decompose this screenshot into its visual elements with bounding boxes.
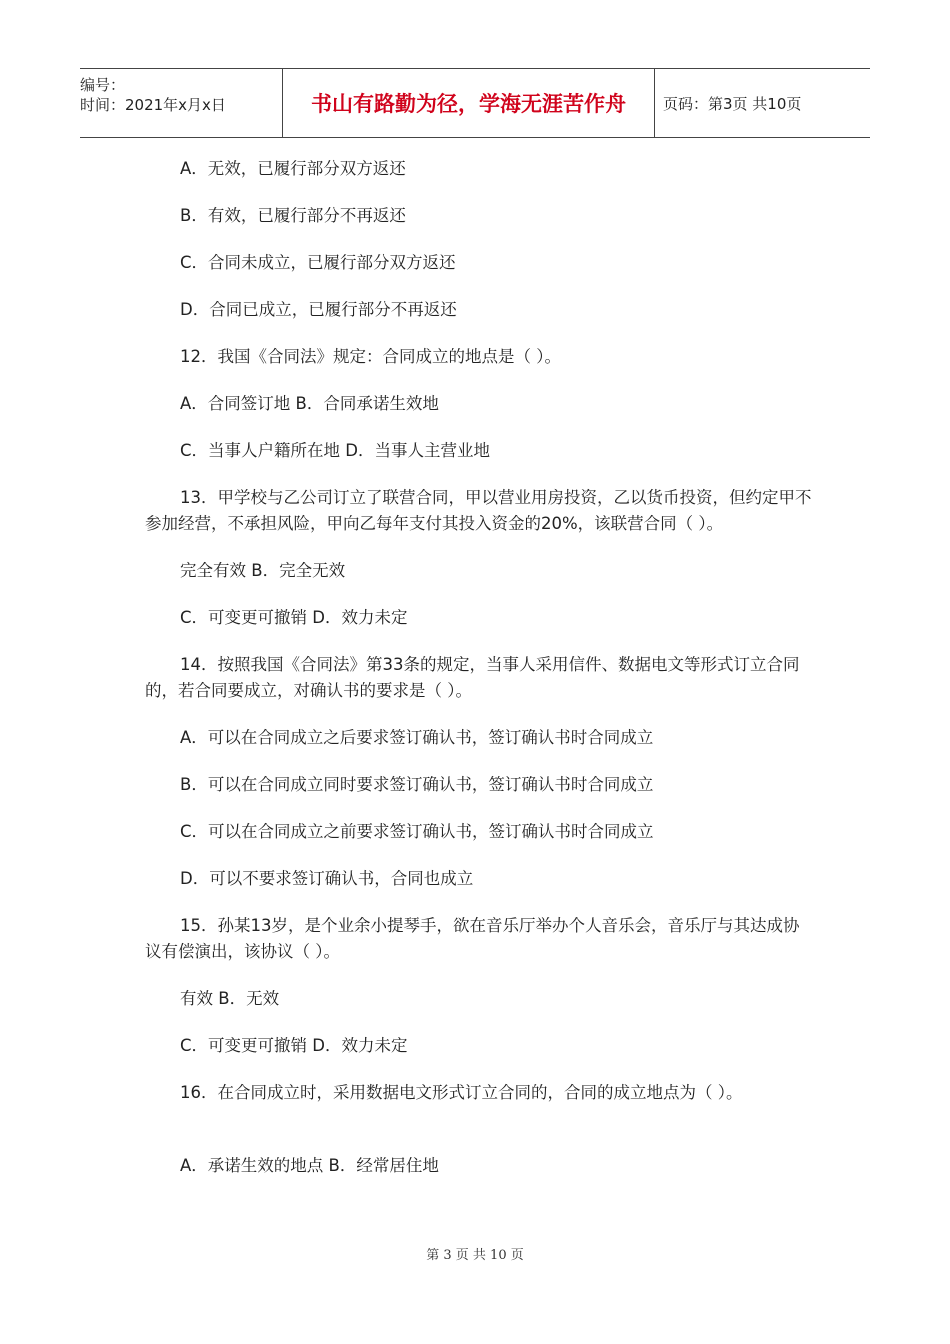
option-line: D．可以不要求签订确认书，合同也成立 — [180, 869, 474, 888]
option-line: C．当事人户籍所在地 D．当事人主营业地 — [180, 441, 490, 460]
question-15: 15．孙某13岁，是个业余小提琴手，欲在音乐厅举办个人音乐会，音乐厅与其达成协议有偿演出，该协议（ ）。 — [145, 916, 800, 961]
header-page-number: 页码：第3页 共10页 — [663, 94, 802, 113]
question-16: 16．在合同成立时，采用数据电文形式订立合同的，合同的成立地点为（ ）。 — [180, 1083, 743, 1102]
option-line: B．可以在合同成立同时要求签订确认书，签订确认书时合同成立 — [180, 775, 654, 794]
option-line: C．可变更可撤销 D．效力未定 — [180, 608, 408, 627]
question-12: 12．我国《合同法》规定：合同成立的地点是（ ）。 — [180, 347, 561, 366]
option-line: A．无效，已履行部分双方返还 — [180, 159, 406, 178]
header-time: 时间：2021年x月x日 — [80, 96, 226, 114]
page-header — [80, 68, 870, 138]
header-motto: 书山有路勤为径，学海无涯苦作舟 — [282, 69, 655, 137]
document-body — [145, 156, 815, 1179]
option-line: 有效 B．无效 — [180, 989, 280, 1008]
option-line: D．合同已成立，已履行部分不再返还 — [180, 300, 457, 319]
option-line: C．合同未成立，已履行部分双方返还 — [180, 253, 456, 272]
question-14: 14．按照我国《合同法》第33条的规定，当事人采用信件、数据电文等形式订立合同的，若合同要成立，对确认书的要求是（ ）。 — [145, 655, 800, 700]
option-line: 完全有效 B．完全无效 — [180, 561, 346, 580]
header-number: 编号： — [80, 76, 126, 94]
option-line: A．可以在合同成立之后要求签订确认书，签订确认书时合同成立 — [180, 728, 654, 747]
option-line: A．合同签订地 B．合同承诺生效地 — [180, 394, 439, 413]
option-line: A．承诺生效的地点 B．经常居住地 — [180, 1156, 439, 1175]
option-line: B．有效，已履行部分不再返还 — [180, 206, 406, 225]
option-line: C．可变更可撤销 D．效力未定 — [180, 1036, 408, 1055]
question-13: 13．甲学校与乙公司订立了联营合同，甲以营业用房投资，乙以货币投资，但约定甲不参加经营，不承担风险，甲向乙每年支付其投入资金的20%，该联营合同（ ）。 — [145, 488, 812, 533]
option-line: C．可以在合同成立之前要求签订确认书，签订确认书时合同成立 — [180, 822, 654, 841]
header-meta — [80, 69, 282, 137]
page-footer: 第 3 页 共 10 页 — [426, 1248, 524, 1263]
